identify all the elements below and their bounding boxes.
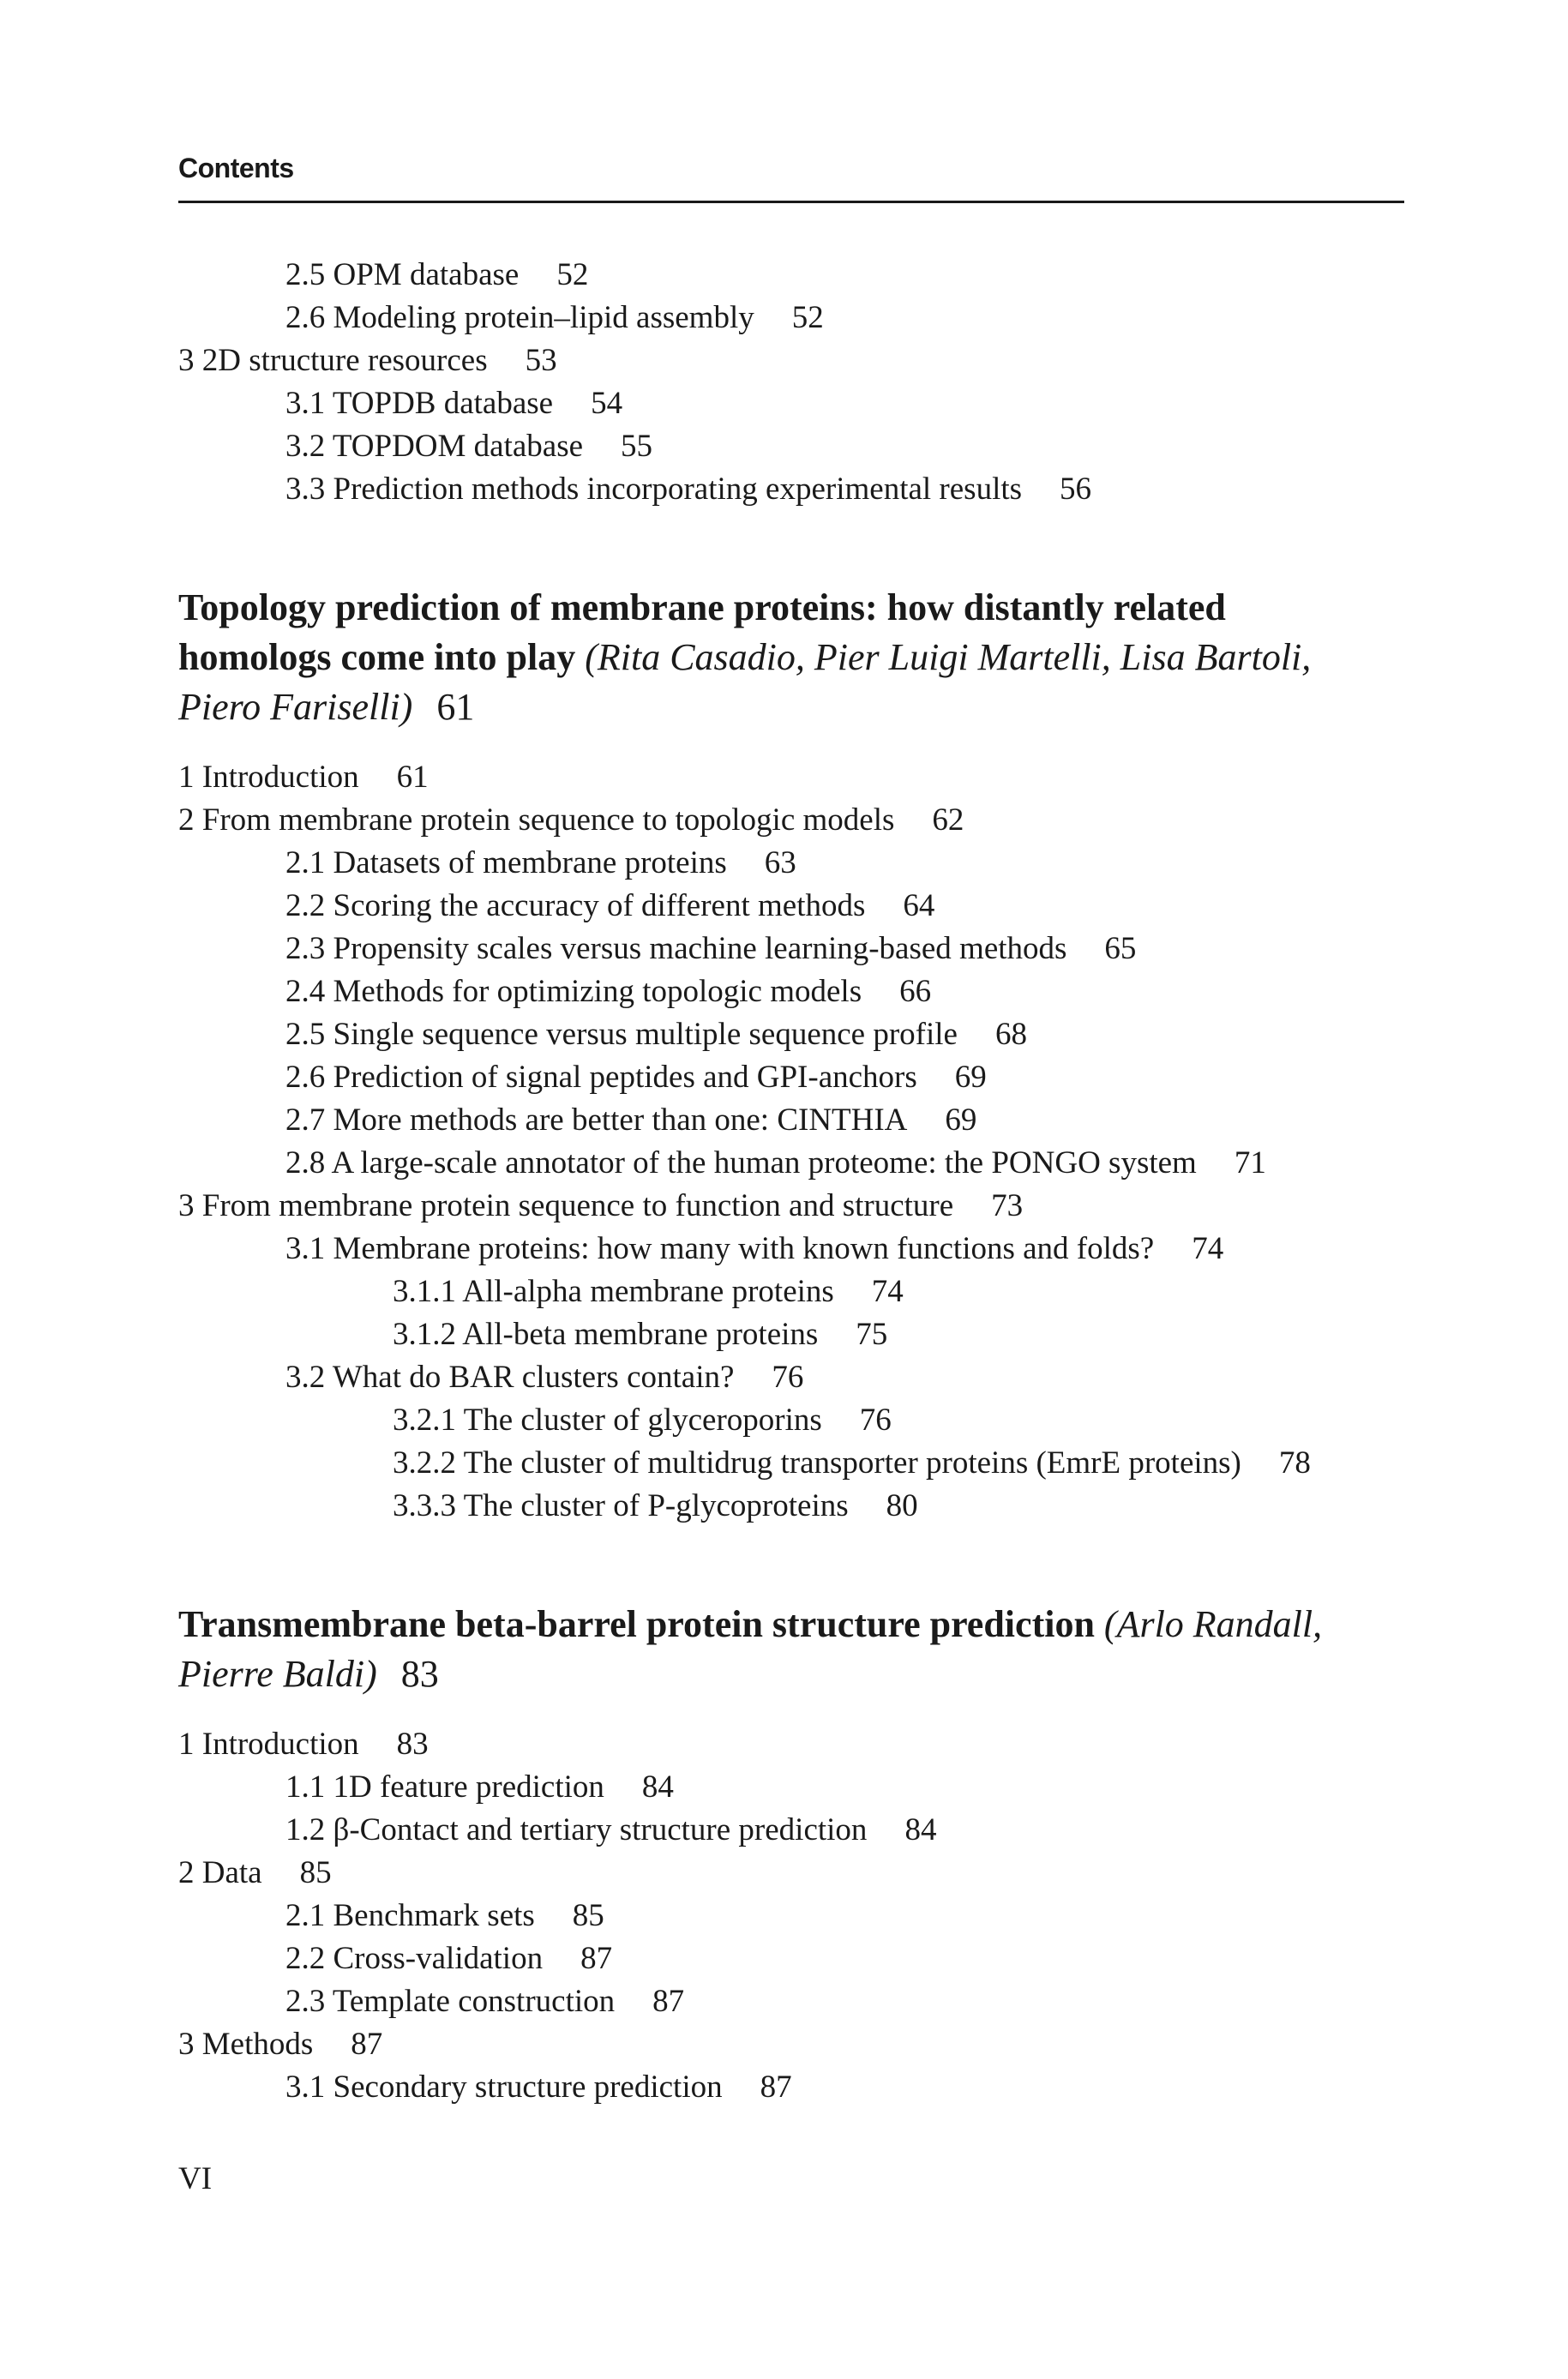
toc-entry-page: 53 — [525, 343, 557, 378]
toc-entry-page: 76 — [859, 1403, 892, 1438]
toc-entry-page: 74 — [1192, 1231, 1224, 1266]
toc-entry[interactable] — [178, 1190, 1023, 1222]
toc-entry[interactable] — [285, 1986, 684, 2017]
toc-entry-page: 74 — [871, 1274, 904, 1309]
toc-entry-page: 64 — [903, 888, 935, 923]
toc-entry[interactable] — [285, 1061, 987, 1093]
toc-entry-page: 52 — [791, 300, 824, 335]
toc-entry-number: 3.2.1 — [393, 1403, 456, 1438]
toc-entry[interactable] — [285, 1147, 1266, 1179]
toc-entry-number: 2.1 — [285, 1898, 326, 1933]
toc-entry-title: Scoring the accuracy of different methods — [333, 888, 866, 923]
toc-entry-page: 54 — [591, 386, 623, 421]
toc-entry-number: 2.3 — [285, 1984, 326, 2019]
toc-entry-page: 52 — [556, 257, 589, 292]
toc-entry-number: 1.1 — [285, 1769, 326, 1805]
toc-entry-number: 2.2 — [285, 1941, 326, 1976]
header-rule — [178, 201, 1404, 203]
toc-entry-number: 2.2 — [285, 888, 326, 923]
toc-entry[interactable] — [285, 976, 931, 1007]
toc-entry-title: Secondary structure prediction — [333, 2070, 723, 2105]
toc-entry-page: 78 — [1278, 1445, 1311, 1481]
toc-entry[interactable] — [393, 1404, 892, 1436]
running-header: Contents — [178, 153, 294, 183]
toc-entry[interactable] — [393, 1276, 904, 1307]
toc-entry[interactable] — [178, 1728, 429, 1760]
toc-entry-page: 80 — [886, 1488, 918, 1523]
toc-entry-title: Single sequence versus multiple sequence profile — [333, 1017, 958, 1052]
toc-entry-page: 87 — [652, 1984, 685, 2019]
toc-entry[interactable] — [285, 1943, 612, 1974]
toc-entry-page: 69 — [945, 1102, 977, 1138]
toc-entry-number: 2.5 — [285, 1017, 326, 1052]
toc-entry-number: 3 — [178, 1188, 195, 1223]
toc-entry-number: 3 — [178, 2027, 195, 2062]
toc-entry-page: 55 — [621, 429, 653, 464]
page-number: VI — [178, 2161, 213, 2196]
chapter-title-text: Transmembrane beta-barrel protein structure prediction — [178, 1603, 1095, 1645]
toc-entry[interactable] — [285, 259, 588, 291]
toc-entry-title: TOPDOM database — [332, 429, 584, 464]
toc-entry-title: A large-scale annotator of the human proteome: the PONGO system — [331, 1145, 1197, 1180]
toc-entry[interactable] — [285, 1900, 604, 1931]
toc-entry-page: 84 — [641, 1769, 674, 1805]
toc-entry-title: OPM database — [333, 257, 520, 292]
toc-entry-number: 2.6 — [285, 300, 326, 335]
toc-entry-number: 2.7 — [285, 1102, 326, 1138]
toc-entry-page: 68 — [994, 1017, 1027, 1052]
toc-entry-number: 1 — [178, 1727, 195, 1762]
toc-entry[interactable] — [178, 761, 429, 793]
chapter-title[interactable] — [178, 583, 1404, 732]
toc-entry[interactable] — [285, 1771, 674, 1803]
toc-entry-number: 2.8 — [285, 1145, 326, 1180]
toc-entry-number: 3.1.2 — [393, 1317, 456, 1352]
toc-entry-title: All-beta membrane proteins — [462, 1317, 819, 1352]
toc-entry[interactable] — [285, 1814, 936, 1846]
toc-entry-number: 3.1 — [285, 386, 326, 421]
toc-entry-title: From membrane protein sequence to function and structure — [201, 1188, 954, 1223]
toc-entry[interactable] — [178, 345, 557, 376]
chapter-title-text: homologs come into play — [178, 636, 576, 678]
toc-entry-title: Template construction — [332, 1984, 616, 2019]
toc-entry[interactable] — [178, 2028, 382, 2060]
toc-entry-page: 85 — [299, 1855, 332, 1890]
toc-entry-number: 3.2 — [285, 429, 326, 464]
toc-entry-page: 63 — [764, 845, 796, 880]
chapter-page: 83 — [400, 1653, 439, 1695]
toc-entry-page: 76 — [772, 1360, 804, 1395]
toc-entry-page: 56 — [1060, 472, 1092, 507]
toc-entry[interactable] — [285, 2071, 792, 2103]
toc-entry-number: 2.1 — [285, 845, 326, 880]
chapter-page: 61 — [436, 686, 475, 728]
toc-entry-title: Introduction — [201, 760, 359, 795]
toc-entry[interactable] — [393, 1447, 1311, 1479]
toc-entry-title: From membrane protein sequence to topologic models — [201, 802, 895, 838]
toc-entry[interactable] — [178, 1857, 332, 1889]
toc-entry-number: 3.2 — [285, 1360, 326, 1395]
toc-entry-number: 2.3 — [285, 931, 326, 966]
toc-entry-title: Modeling protein–lipid assembly — [333, 300, 754, 335]
toc-entry-number: 3.3 — [285, 472, 326, 507]
toc-entry[interactable] — [393, 1319, 887, 1350]
toc-entry[interactable] — [285, 387, 622, 419]
toc-entry-title: The cluster of P-glycoproteins — [463, 1488, 849, 1523]
toc-entry-page: 87 — [351, 2027, 383, 2062]
toc-entry[interactable] — [285, 890, 934, 922]
toc-entry-page: 84 — [904, 1812, 937, 1847]
toc-entry-title: 2D structure resources — [201, 343, 488, 378]
toc-entry-title: The cluster of multidrug transporter proteins (EmrE proteins) — [463, 1445, 1241, 1481]
toc-entry-title: Cross-validation — [333, 1941, 544, 1976]
toc-entry-number: 1 — [178, 760, 195, 795]
chapter-title-text: Topology prediction of membrane proteins: how distantly related — [178, 586, 1226, 628]
toc-entry-title: Propensity scales versus machine learning-based methods — [333, 931, 1067, 966]
toc-entry[interactable] — [285, 1104, 976, 1136]
toc-entry-title: What do BAR clusters contain? — [332, 1360, 735, 1395]
toc-entry[interactable] — [285, 933, 1136, 964]
toc-entry-number: 2 — [178, 1855, 195, 1890]
toc-entry-page: 75 — [856, 1317, 888, 1352]
toc-entry-title: Methods for optimizing topologic models — [333, 974, 862, 1009]
toc-entry[interactable] — [285, 1018, 1027, 1050]
toc-entry[interactable] — [285, 1233, 1223, 1265]
toc-entry-page: 71 — [1234, 1145, 1266, 1180]
toc-entry-number: 1.2 — [285, 1812, 326, 1847]
toc-entry[interactable] — [285, 473, 1091, 505]
chapter-authors: (Rita Casadio, Pier Luigi Martelli, Lisa Bartoli, — [585, 636, 1312, 678]
toc-entry-title: The cluster of glyceroporins — [463, 1403, 822, 1438]
toc-entry-number: 3.1 — [285, 2070, 326, 2105]
toc-entry[interactable] — [285, 430, 652, 462]
toc-entry-page: 73 — [991, 1188, 1024, 1223]
chapter-authors: Piero Fariselli) — [178, 686, 413, 728]
toc-entry-title: TOPDB database — [332, 386, 554, 421]
toc-entry-number: 2.4 — [285, 974, 326, 1009]
toc-entry-number: 2 — [178, 802, 195, 838]
toc-entry[interactable] — [285, 847, 796, 879]
toc-entry-page: 85 — [572, 1898, 604, 1933]
toc-entry-number: 3.1.1 — [393, 1274, 456, 1309]
chapter-authors: (Arlo Randall, — [1103, 1603, 1323, 1645]
toc-entry-title: More methods are better than one: CINTHIA — [333, 1102, 908, 1138]
toc-entry-title: Data — [201, 1855, 262, 1890]
toc-entry-title: Introduction — [201, 1727, 359, 1762]
chapter-title[interactable] — [178, 1600, 1404, 1699]
toc-entry-page: 61 — [396, 760, 429, 795]
toc-entry-page: 66 — [899, 974, 932, 1009]
toc-entry-title: 1D feature prediction — [333, 1769, 604, 1805]
toc-entry-title: Prediction of signal peptides and GPI-anchors — [333, 1060, 917, 1095]
toc-entry[interactable] — [285, 302, 824, 333]
toc-entry-number: 3.2.2 — [393, 1445, 456, 1481]
toc-entry-title: All-alpha membrane proteins — [462, 1274, 834, 1309]
toc-entry-page: 83 — [396, 1727, 429, 1762]
toc-entry-page: 69 — [954, 1060, 987, 1095]
toc-entry-title: β-Contact and tertiary structure prediction — [333, 1812, 868, 1847]
toc-entry-number: 3.3.3 — [393, 1488, 456, 1523]
toc-entry-number: 3 — [178, 343, 195, 378]
toc-entry-number: 2.6 — [285, 1060, 326, 1095]
toc-entry-page: 65 — [1104, 931, 1137, 966]
toc-entry-title: Datasets of membrane proteins — [333, 845, 727, 880]
toc-entry-title: Benchmark sets — [333, 1898, 535, 1933]
toc-entry-page: 87 — [580, 1941, 613, 1976]
toc-entry[interactable] — [178, 804, 964, 836]
toc-entry-number: 2.5 — [285, 257, 326, 292]
toc-entry-number: 3.1 — [285, 1231, 326, 1266]
toc-entry-title: Methods — [201, 2027, 314, 2062]
toc-entry-title: Prediction methods incorporating experimental results — [333, 472, 1023, 507]
toc-entry-page: 62 — [932, 802, 964, 838]
toc-entry[interactable] — [393, 1490, 918, 1522]
toc-entry-page: 87 — [760, 2070, 792, 2105]
chapter-authors: Pierre Baldi) — [178, 1653, 377, 1695]
toc-entry-title: Membrane proteins: how many with known functions and folds? — [333, 1231, 1155, 1266]
toc-entry[interactable] — [285, 1361, 803, 1393]
